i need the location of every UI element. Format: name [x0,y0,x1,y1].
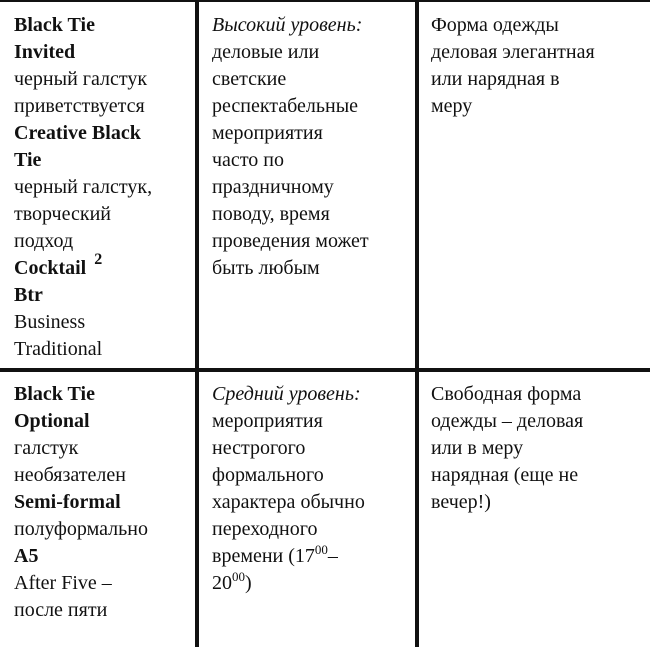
column-divider-right [415,0,419,647]
row-divider [0,368,650,372]
event-line: мероприятия [212,122,323,144]
term: Black Tie [14,383,95,405]
footnote-marker: 2 [94,251,103,268]
event-time-line [212,543,412,570]
event-line: характера обычно [212,491,365,513]
term: Semi-formal [14,491,121,513]
term-description: творческий [14,203,111,225]
attire-line: или нарядная в [431,68,560,90]
term: Optional [14,410,90,432]
term-with-footnote [14,251,194,282]
term: A5 [14,545,39,567]
column-divider-left [195,0,199,647]
level-heading: Высокий уровень: [212,14,363,36]
term: Btr [14,284,43,306]
row1-attire-cell [431,12,647,120]
attire-line: вечер!) [431,491,491,513]
event-line: респектабельные [212,95,359,117]
term: Creative Black [14,122,141,144]
event-line: светские [212,68,287,90]
attire-line: нарядная (еще не [431,464,579,486]
event-line: быть любым [212,257,320,279]
event-line: поводу, время [212,203,330,225]
time-text: ) [245,572,252,594]
event-line: переходного [212,518,318,540]
term-description: After Five – [14,572,112,594]
term-description: Business [14,311,86,333]
term: Cocktail [14,257,87,279]
term-description: галстук [14,437,79,459]
attire-line: меру [431,95,473,117]
row1-event-level-cell [212,12,412,282]
time-text: 20 [212,572,232,594]
attire-line: деловая элегантная [431,41,595,63]
term: Black Tie [14,14,95,36]
row2-dress-codes-cell [14,381,194,624]
attire-line: Свободная форма [431,383,582,405]
row1-dress-codes-cell [14,12,194,363]
event-time-line [212,570,412,597]
term-description: черный галстук, [14,176,153,198]
term-description: после пяти [14,599,108,621]
event-line: формального [212,464,324,486]
attire-line: Форма одежды [431,14,559,36]
event-line: проведения может [212,230,369,252]
term-description: приветствуется [14,95,145,117]
term-description: необязателен [14,464,126,486]
level-heading: Средний уровень: [212,383,361,405]
time-superscript: 00 [314,542,328,557]
event-line: мероприятия [212,410,323,432]
event-line: нестрогого [212,437,306,459]
term-description: полуформально [14,518,148,540]
attire-line: одежды – деловая [431,410,584,432]
term-description: подход [14,230,74,252]
event-line: часто по [212,149,284,171]
row2-attire-cell [431,381,647,516]
table-top-border [0,0,650,2]
term: Tie [14,149,42,171]
time-superscript: 00 [232,569,245,584]
row2-event-level-cell [212,381,412,597]
term-description: Traditional [14,338,103,360]
attire-line: или в меру [431,437,524,459]
event-line: праздничному [212,176,334,198]
term: Invited [14,41,76,63]
event-line: деловые или [212,41,320,63]
term-description: черный галстук [14,68,148,90]
time-text: времени (17 [212,545,315,567]
time-text: – [327,545,338,567]
